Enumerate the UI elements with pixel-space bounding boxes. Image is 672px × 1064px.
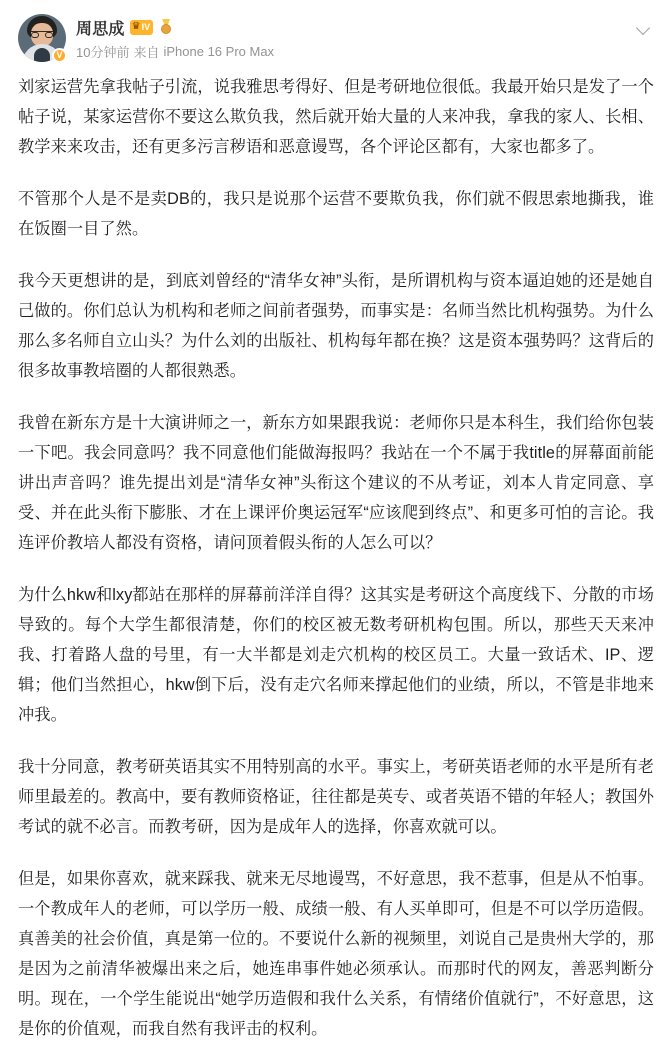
avatar[interactable] [18, 14, 66, 62]
post-subinfo [76, 42, 654, 61]
medal-circle [161, 24, 171, 34]
post-body [18, 72, 654, 1044]
level-label: IV [141, 22, 151, 32]
post-paragraph: 不管那个人是不是卖DB的，我只是说那个运营不要欺负我，你们就不假思索地撕我，谁在饭圈一目了然。 [18, 190, 654, 238]
post-source-device: iPhone 16 Pro Max [163, 44, 275, 59]
crown-icon: ♛ [131, 21, 141, 32]
post-source-prefix: 来自 [133, 45, 160, 60]
avatar-shirt [34, 48, 50, 62]
author-row [76, 16, 654, 38]
post-paragraph: 我十分同意，教考研英语其实不用特别高的水平。事实上，考研英语老师的水平是所有老师里最差的。教高中，要有教师资格证，往往都是英专、或者英语不错的年轻人；教国外考试的就不必言。而教考研，因为是成年人的选择，你喜欢就可以。 [18, 758, 654, 836]
post-paragraph: 刘家运营先拿我帖子引流，说我雅思考得好、但是考研地位很低。我最开始只是发了一个帖子说，某家运营你不要这么欺负我，然后就开始大量的人来冲我，拿我的家人、长相、教学来来攻击，还有更多污言秽语和恶意谩骂，各个评论区都有，大家也都多了。 [18, 78, 654, 156]
verified-badge-icon: V [52, 48, 67, 63]
post-timestamp: 10分钟前 [76, 45, 130, 60]
medal-icon[interactable] [158, 19, 174, 35]
post-paragraph: 我今天更想讲的是，到底刘曾经的“清华女神”头衔，是所谓机构与资本逼迫她的还是她自己做的。你们总认为机构和老师之间前者强势，而事实是：名师当然比机构强势。为什么那么多名师自立山头？为什么刘的出版社、机构每年都在换？这是资本强势吗？这背后的很多故事教培圈的人都很熟悉。 [18, 272, 654, 380]
post-header [18, 14, 654, 62]
chevron-down-icon[interactable] [636, 20, 652, 36]
avatar-glasses [31, 31, 53, 38]
post-meta [76, 14, 654, 61]
post-paragraph: 但是，如果你喜欢，就来踩我、就来无尽地谩骂，不好意思，我不惹事，但是从不怕事。一个教成年人的老师，可以学历一般、成绩一般、有人买单即可，但是不可以学历造假。真善美的社会价值，真是第一位的。不要说什么新的视频里，刘说自己是贵州大学的，那是因为之前清华被爆出来之后，她连串事件她必须承认。而那时代的网友，善恶判断分明。现在，一个学生能说出“她学历造假和我什么关系，有情绪价值就行”，不好意思，这是你的价值观，而我自然有我评击的权利。 [18, 870, 654, 1038]
post-paragraph: 为什么hkw和lxy都站在那样的屏幕前洋洋自得？这其实是考研这个高度线下、分散的市场导致的。每个大学生都很清楚，你们的校区被无数考研机构包围。所以，那些天天来冲我、打着路人盘的号里，有一大半都是刘走穴机构的校区员工。大量一致话术、IP、逻辑；他们当然担心，hkw倒下后，没有走穴名师来撑起他们的业绩，所以，不管是非地来冲我。 [18, 586, 654, 724]
post-paragraph: 我曾在新东方是十大演讲师之一，新东方如果跟我说：老师你只是本科生，我们给你包装一下吧。我会同意吗？我不同意他们能做海报吗？我站在一个不属于我title的屏幕面前能讲出声音吗？谁先提出刘是“清华女神”头衔这个建议的不从考证，刘本人肯定同意、享受、并在此头衔下膨胀、才在上课评价奥运冠军“应该爬到终点”、和更多可怕的言论。我连评价教培人都没有资格，请问顶着假头衔的人怎么可以？ [18, 414, 654, 552]
author-name[interactable]: 周思成 [76, 20, 125, 38]
level-badge[interactable] [130, 20, 153, 35]
